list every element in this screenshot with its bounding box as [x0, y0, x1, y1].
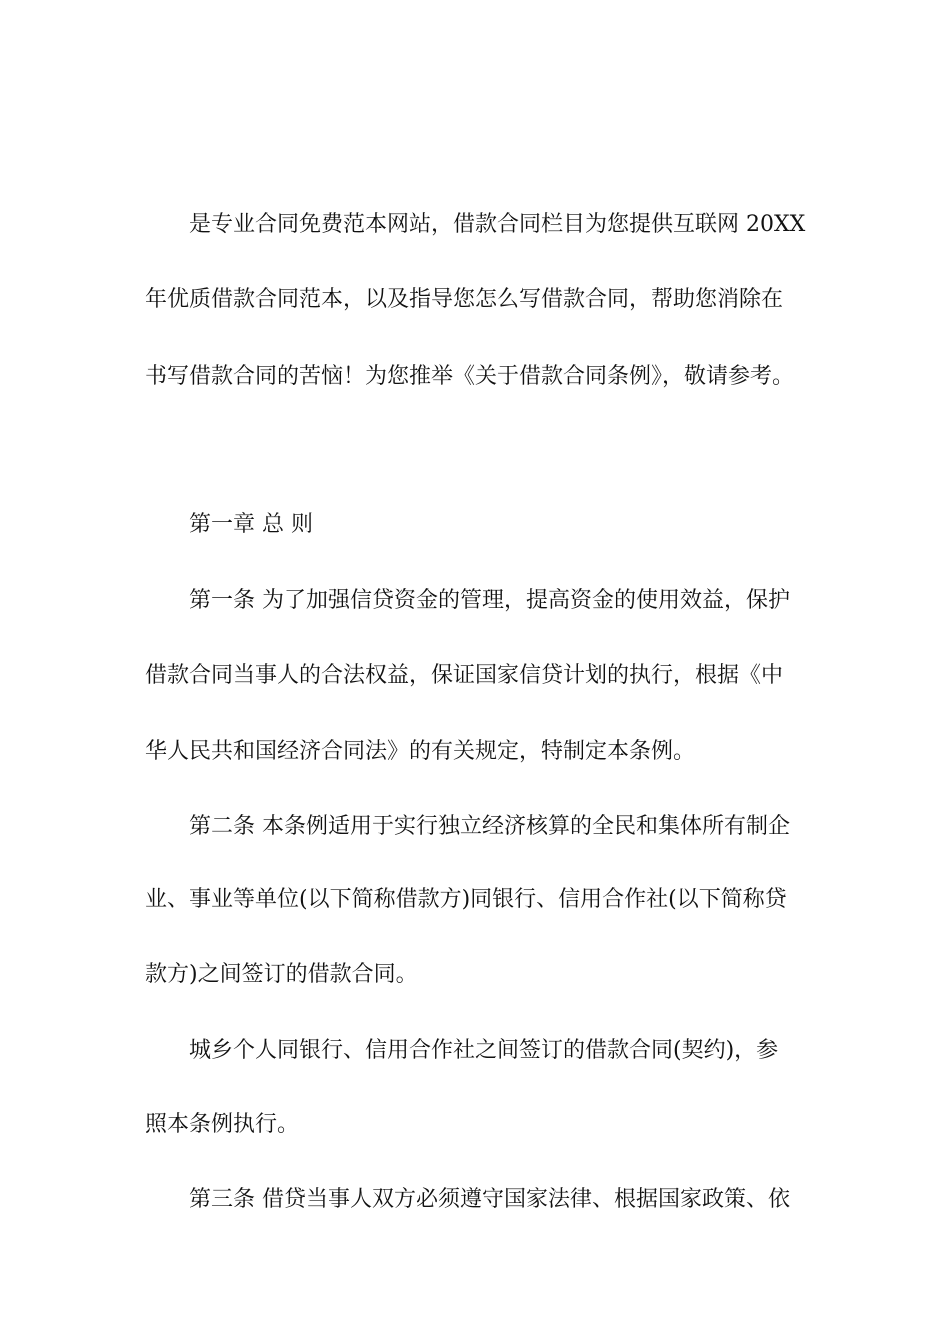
- article1-line-3: 华人民共和国经济合同法》的有关规定，特制定本条例。: [145, 739, 696, 764]
- article2-line-1: 第二条 本条例适用于实行独立经济核算的全民和集体所有制企: [189, 814, 790, 839]
- article3-line-1: 第三条 借贷当事人双方必须遵守国家法律、根据国家政策、依: [189, 1187, 790, 1212]
- article2-para2-line-2: 照本条例执行。: [145, 1112, 300, 1137]
- intro-line-1: 是专业合同免费范本网站，借款合同栏目为您提供互联网 20XX: [189, 212, 806, 237]
- article1-line-1: 第一条 为了加强信贷资金的管理，提高资金的使用效益，保护: [189, 588, 790, 613]
- intro-line-2: 年优质借款合同范本，以及指导您怎么写借款合同，帮助您消除在: [145, 287, 784, 312]
- article1-line-2: 借款合同当事人的合法权益，保证国家信贷计划的执行，根据《中: [145, 663, 784, 688]
- article2-line-3: 款方)之间签订的借款合同。: [145, 962, 418, 987]
- article2-para2-line-1: 城乡个人同银行、信用合作社之间签订的借款合同(契约)，参: [189, 1038, 779, 1063]
- article2-line-2: 业、事业等单位(以下简称借款方)同银行、信用合作社(以下简称贷: [145, 887, 787, 912]
- intro-line-3: 书写借款合同的苦恼！为您推举《关于借款合同条例》，敬请参考。: [145, 364, 795, 389]
- chapter-heading: 第一章 总 则: [189, 512, 313, 537]
